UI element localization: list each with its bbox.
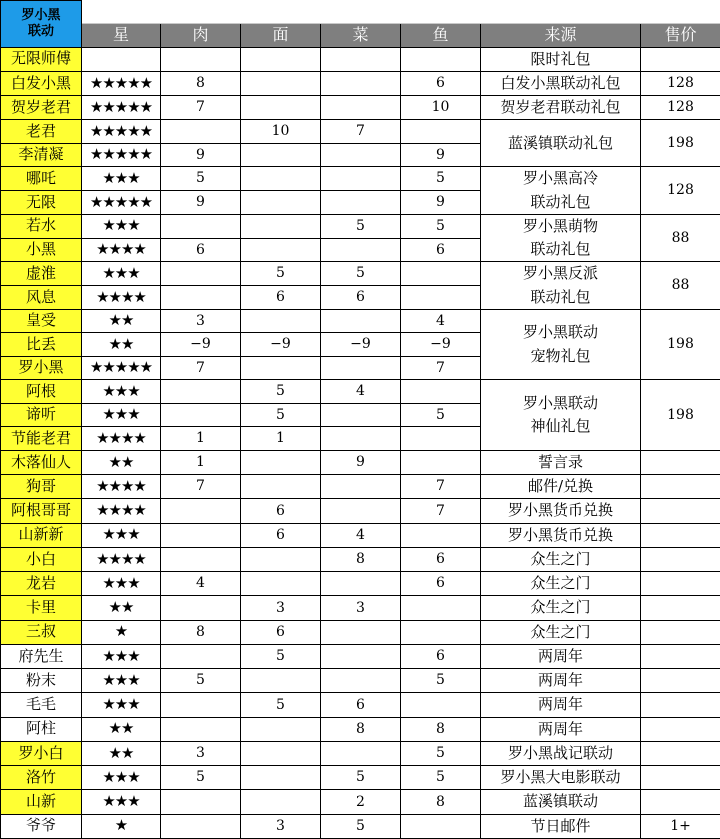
- price-cell: [641, 644, 720, 668]
- fish-value: [401, 523, 481, 547]
- character-name: 无限: [1, 191, 82, 215]
- fish-value: [401, 620, 481, 644]
- star-rating: ★★: [82, 309, 161, 333]
- source-cell: 众生之门: [481, 572, 641, 596]
- meat-value: [161, 286, 241, 310]
- character-name: 木落仙人: [1, 450, 82, 474]
- meat-value: [161, 380, 241, 404]
- header-fish: 鱼: [401, 24, 481, 48]
- star-rating: ★★★: [82, 693, 161, 717]
- star-rating: ★★: [82, 596, 161, 620]
- meat-value: [161, 120, 241, 144]
- meat-value: [161, 693, 241, 717]
- source-cell: 邮件/兑换: [481, 475, 641, 499]
- noodle-value: 6: [241, 523, 321, 547]
- title-row: [1, 1, 720, 24]
- noodle-value: [241, 741, 321, 765]
- price-cell: [641, 499, 720, 523]
- star-rating: ★★★: [82, 669, 161, 693]
- table-row: [1, 741, 720, 765]
- noodle-value: [241, 167, 321, 191]
- noodle-value: [241, 309, 321, 333]
- star-rating: ★★★★★: [82, 120, 161, 144]
- character-name: 虚淮: [1, 262, 82, 286]
- table-row: [1, 96, 720, 120]
- noodle-value: 1: [241, 427, 321, 451]
- character-name: 贺岁老君: [1, 96, 82, 120]
- star-rating: ★★★: [82, 214, 161, 238]
- noodle-value: 5: [241, 380, 321, 404]
- star-rating: ★: [82, 814, 161, 838]
- price-cell: 88: [641, 262, 720, 310]
- source-cell: 蓝溪镇联动礼包: [481, 120, 641, 167]
- source-cell: 罗小黑高冷 联动礼包: [481, 167, 641, 215]
- character-name: 洛竹: [1, 766, 82, 790]
- character-name: 山新新: [1, 523, 82, 547]
- character-name: 府先生: [1, 644, 82, 668]
- character-name: 老君: [1, 120, 82, 144]
- header-noodle: 面: [241, 24, 321, 48]
- star-rating: ★★★: [82, 572, 161, 596]
- source-cell: 两周年: [481, 693, 641, 717]
- meat-value: [161, 814, 241, 838]
- meat-value: 9: [161, 143, 241, 167]
- price-cell: 128: [641, 71, 720, 95]
- noodle-value: 5: [241, 262, 321, 286]
- table-row: [1, 450, 720, 474]
- table-row: [1, 790, 720, 814]
- fish-value: 9: [401, 143, 481, 167]
- character-name: 哪吒: [1, 167, 82, 191]
- character-name: 罗小白: [1, 741, 82, 765]
- veg-value: [321, 475, 401, 499]
- veg-value: [321, 143, 401, 167]
- character-name: 龙岩: [1, 572, 82, 596]
- noodle-value: [241, 475, 321, 499]
- fish-value: [401, 286, 481, 310]
- star-rating: ★★★: [82, 380, 161, 404]
- source-cell: 誓言录: [481, 450, 641, 474]
- veg-value: 3: [321, 596, 401, 620]
- meat-value: 5: [161, 766, 241, 790]
- header-row: [1, 24, 720, 48]
- table-row: [1, 644, 720, 668]
- veg-value: 5: [321, 214, 401, 238]
- character-name: 阿根哥哥: [1, 499, 82, 523]
- veg-value: [321, 191, 401, 215]
- fish-value: 7: [401, 356, 481, 380]
- price-cell: 198: [641, 120, 720, 167]
- meat-value: 5: [161, 167, 241, 191]
- star-rating: ★★★★★: [82, 96, 161, 120]
- veg-value: [321, 356, 401, 380]
- character-name: 阿柱: [1, 717, 82, 741]
- veg-value: [321, 71, 401, 95]
- source-cell: 罗小黑货币兑换: [481, 523, 641, 547]
- meat-value: 1: [161, 427, 241, 451]
- fish-value: 5: [401, 403, 481, 427]
- fish-value: 4: [401, 309, 481, 333]
- header-veg: 菜: [321, 24, 401, 48]
- header-meat: 肉: [161, 24, 241, 48]
- star-rating: ★★★: [82, 644, 161, 668]
- source-cell: 众生之门: [481, 620, 641, 644]
- noodle-value: [241, 450, 321, 474]
- star-rating: ★★★★: [82, 547, 161, 571]
- fish-value: 5: [401, 669, 481, 693]
- fish-value: [401, 427, 481, 451]
- source-cell: 蓝溪镇联动: [481, 790, 641, 814]
- noodle-value: 5: [241, 693, 321, 717]
- veg-value: 4: [321, 523, 401, 547]
- fish-value: 10: [401, 96, 481, 120]
- table-row: [1, 620, 720, 644]
- noodle-value: 5: [241, 403, 321, 427]
- noodle-value: [241, 766, 321, 790]
- fish-value: [401, 262, 481, 286]
- character-name: 毛毛: [1, 693, 82, 717]
- star-rating: ★: [82, 620, 161, 644]
- meat-value: [161, 403, 241, 427]
- table-row: [1, 669, 720, 693]
- meat-value: 4: [161, 572, 241, 596]
- source-cell: 罗小黑联动 宠物礼包: [481, 309, 641, 380]
- meat-value: [161, 262, 241, 286]
- price-cell: [641, 669, 720, 693]
- meat-value: 7: [161, 356, 241, 380]
- meat-value: 3: [161, 309, 241, 333]
- noodle-value: 5: [241, 644, 321, 668]
- star-rating: ★★★★★: [82, 71, 161, 95]
- veg-value: 5: [321, 814, 401, 838]
- noodle-value: [241, 143, 321, 167]
- table-row: [1, 71, 720, 95]
- source-cell: 罗小黑萌物 联动礼包: [481, 214, 641, 262]
- fish-value: 5: [401, 766, 481, 790]
- source-cell: 罗小黑大电影联动: [481, 766, 641, 790]
- star-rating: ★★★: [82, 262, 161, 286]
- character-name: 白发小黑: [1, 71, 82, 95]
- noodle-value: 10: [241, 120, 321, 144]
- star-rating: ★★★★: [82, 499, 161, 523]
- noodle-value: [241, 717, 321, 741]
- star-rating: ★★★★★: [82, 356, 161, 380]
- fish-value: [401, 380, 481, 404]
- source-cell: 贺岁老君联动礼包: [481, 96, 641, 120]
- meat-value: [161, 523, 241, 547]
- character-name: 三叔: [1, 620, 82, 644]
- price-cell: [641, 450, 720, 474]
- table-row: [1, 523, 720, 547]
- character-name: 狗哥: [1, 475, 82, 499]
- veg-value: 5: [321, 766, 401, 790]
- header-price: 售价: [641, 24, 720, 48]
- fish-value: 7: [401, 475, 481, 499]
- table-row: [1, 120, 720, 144]
- price-cell: 198: [641, 380, 720, 451]
- noodle-value: [241, 356, 321, 380]
- header-star: 星: [82, 24, 161, 48]
- price-cell: [641, 547, 720, 571]
- table-row: [1, 214, 720, 238]
- noodle-value: −9: [241, 333, 321, 357]
- meat-value: 9: [161, 191, 241, 215]
- meat-value: 8: [161, 620, 241, 644]
- noodle-value: [241, 572, 321, 596]
- table-row: [1, 167, 720, 191]
- star-rating: [82, 47, 161, 71]
- star-rating: ★★: [82, 450, 161, 474]
- fish-value: 8: [401, 717, 481, 741]
- blank-band: [82, 1, 720, 24]
- meat-value: [161, 214, 241, 238]
- price-cell: 1+: [641, 814, 720, 838]
- table-row: [1, 262, 720, 286]
- source-cell: 众生之门: [481, 596, 641, 620]
- price-cell: 128: [641, 96, 720, 120]
- source-cell: 众生之门: [481, 547, 641, 571]
- meat-value: [161, 596, 241, 620]
- character-name: 节能老君: [1, 427, 82, 451]
- table-row: [1, 596, 720, 620]
- character-name: 若水: [1, 214, 82, 238]
- character-name: 小黑: [1, 238, 82, 262]
- meat-value: 7: [161, 475, 241, 499]
- meat-value: −9: [161, 333, 241, 357]
- veg-value: [321, 167, 401, 191]
- meat-value: [161, 547, 241, 571]
- character-name: 李清凝: [1, 143, 82, 167]
- price-cell: [641, 47, 720, 71]
- star-rating: ★★★: [82, 790, 161, 814]
- veg-value: 2: [321, 790, 401, 814]
- star-rating: ★★: [82, 333, 161, 357]
- veg-value: [321, 572, 401, 596]
- price-cell: [641, 717, 720, 741]
- star-rating: ★★★★★: [82, 191, 161, 215]
- fish-value: 8: [401, 790, 481, 814]
- character-name: 山新: [1, 790, 82, 814]
- price-cell: [641, 693, 720, 717]
- star-rating: ★★: [82, 717, 161, 741]
- meat-value: [161, 47, 241, 71]
- noodle-value: [241, 71, 321, 95]
- veg-value: [321, 238, 401, 262]
- noodle-value: [241, 191, 321, 215]
- star-rating: ★★★★★: [82, 143, 161, 167]
- star-rating: ★★★: [82, 523, 161, 547]
- source-cell: 白发小黑联动礼包: [481, 71, 641, 95]
- fish-value: [401, 814, 481, 838]
- fish-value: −9: [401, 333, 481, 357]
- meat-value: 3: [161, 741, 241, 765]
- source-cell: 两周年: [481, 669, 641, 693]
- source-cell: 两周年: [481, 644, 641, 668]
- noodle-value: 6: [241, 620, 321, 644]
- noodle-value: 6: [241, 499, 321, 523]
- meat-value: 7: [161, 96, 241, 120]
- fish-value: [401, 693, 481, 717]
- noodle-value: [241, 238, 321, 262]
- noodle-value: 6: [241, 286, 321, 310]
- table-row: [1, 47, 720, 71]
- character-name: 风息: [1, 286, 82, 310]
- star-rating: ★★★★: [82, 475, 161, 499]
- table-row: [1, 309, 720, 333]
- price-cell: [641, 523, 720, 547]
- source-cell: 罗小黑货币兑换: [481, 499, 641, 523]
- veg-value: [321, 499, 401, 523]
- meat-value: [161, 499, 241, 523]
- price-cell: 198: [641, 309, 720, 380]
- fish-value: [401, 47, 481, 71]
- star-rating: ★★★★: [82, 427, 161, 451]
- noodle-value: [241, 669, 321, 693]
- character-name: 阿根: [1, 380, 82, 404]
- veg-value: [321, 741, 401, 765]
- veg-value: 6: [321, 693, 401, 717]
- source-cell: 限时礼包: [481, 47, 641, 71]
- veg-value: [321, 96, 401, 120]
- fish-value: 7: [401, 499, 481, 523]
- table-row: [1, 814, 720, 838]
- character-name: 谛听: [1, 403, 82, 427]
- table-row: [1, 766, 720, 790]
- source-cell: 罗小黑联动 神仙礼包: [481, 380, 641, 451]
- price-cell: [641, 790, 720, 814]
- veg-value: 8: [321, 547, 401, 571]
- price-cell: 88: [641, 214, 720, 262]
- veg-value: 9: [321, 450, 401, 474]
- meat-value: [161, 790, 241, 814]
- price-cell: [641, 572, 720, 596]
- price-cell: [641, 620, 720, 644]
- meat-value: 1: [161, 450, 241, 474]
- fish-value: 6: [401, 238, 481, 262]
- header-source: 来源: [481, 24, 641, 48]
- star-rating: ★★: [82, 741, 161, 765]
- source-cell: 两周年: [481, 717, 641, 741]
- fish-value: 6: [401, 547, 481, 571]
- meat-value: 6: [161, 238, 241, 262]
- veg-value: [321, 309, 401, 333]
- noodle-value: 3: [241, 814, 321, 838]
- veg-value: 4: [321, 380, 401, 404]
- fish-value: 6: [401, 71, 481, 95]
- veg-value: 5: [321, 262, 401, 286]
- veg-value: [321, 620, 401, 644]
- character-name: 卡里: [1, 596, 82, 620]
- source-cell: 罗小黑战记联动: [481, 741, 641, 765]
- fish-value: 9: [401, 191, 481, 215]
- character-name: 比丢: [1, 333, 82, 357]
- character-name: 罗小黑: [1, 356, 82, 380]
- fish-value: 6: [401, 572, 481, 596]
- source-cell: 节日邮件: [481, 814, 641, 838]
- table-row: [1, 380, 720, 404]
- price-cell: 128: [641, 167, 720, 215]
- table-row: [1, 499, 720, 523]
- character-name: 粉末: [1, 669, 82, 693]
- noodle-value: [241, 96, 321, 120]
- character-name: 小白: [1, 547, 82, 571]
- meat-value: 5: [161, 669, 241, 693]
- veg-value: 6: [321, 286, 401, 310]
- veg-value: [321, 47, 401, 71]
- fish-value: 5: [401, 214, 481, 238]
- veg-value: [321, 427, 401, 451]
- veg-value: −9: [321, 333, 401, 357]
- veg-value: 7: [321, 120, 401, 144]
- table-row: [1, 572, 720, 596]
- fish-value: [401, 120, 481, 144]
- star-rating: ★★★: [82, 403, 161, 427]
- character-name: 爷爷: [1, 814, 82, 838]
- price-cell: [641, 766, 720, 790]
- table-row: [1, 717, 720, 741]
- character-name: 皇受: [1, 309, 82, 333]
- fish-value: 5: [401, 167, 481, 191]
- sheet-title: 罗小黑 联动: [1, 1, 82, 48]
- meat-value: [161, 644, 241, 668]
- noodle-value: 3: [241, 596, 321, 620]
- table-row: [1, 475, 720, 499]
- noodle-value: [241, 790, 321, 814]
- star-rating: ★★★★: [82, 286, 161, 310]
- veg-value: 8: [321, 717, 401, 741]
- star-rating: ★★★: [82, 167, 161, 191]
- price-cell: [641, 741, 720, 765]
- star-rating: ★★★★: [82, 238, 161, 262]
- noodle-value: [241, 214, 321, 238]
- meat-value: [161, 717, 241, 741]
- fish-value: 6: [401, 644, 481, 668]
- veg-value: [321, 403, 401, 427]
- fish-value: [401, 450, 481, 474]
- veg-value: [321, 644, 401, 668]
- noodle-value: [241, 47, 321, 71]
- fish-value: [401, 596, 481, 620]
- veg-value: [321, 669, 401, 693]
- price-cell: [641, 596, 720, 620]
- meat-value: 8: [161, 71, 241, 95]
- star-rating: ★★★: [82, 766, 161, 790]
- source-cell: 罗小黑反派 联动礼包: [481, 262, 641, 310]
- table-row: [1, 693, 720, 717]
- noodle-value: [241, 547, 321, 571]
- table-row: [1, 547, 720, 571]
- price-cell: [641, 475, 720, 499]
- fish-value: 5: [401, 741, 481, 765]
- character-name: 无限师傅: [1, 47, 82, 71]
